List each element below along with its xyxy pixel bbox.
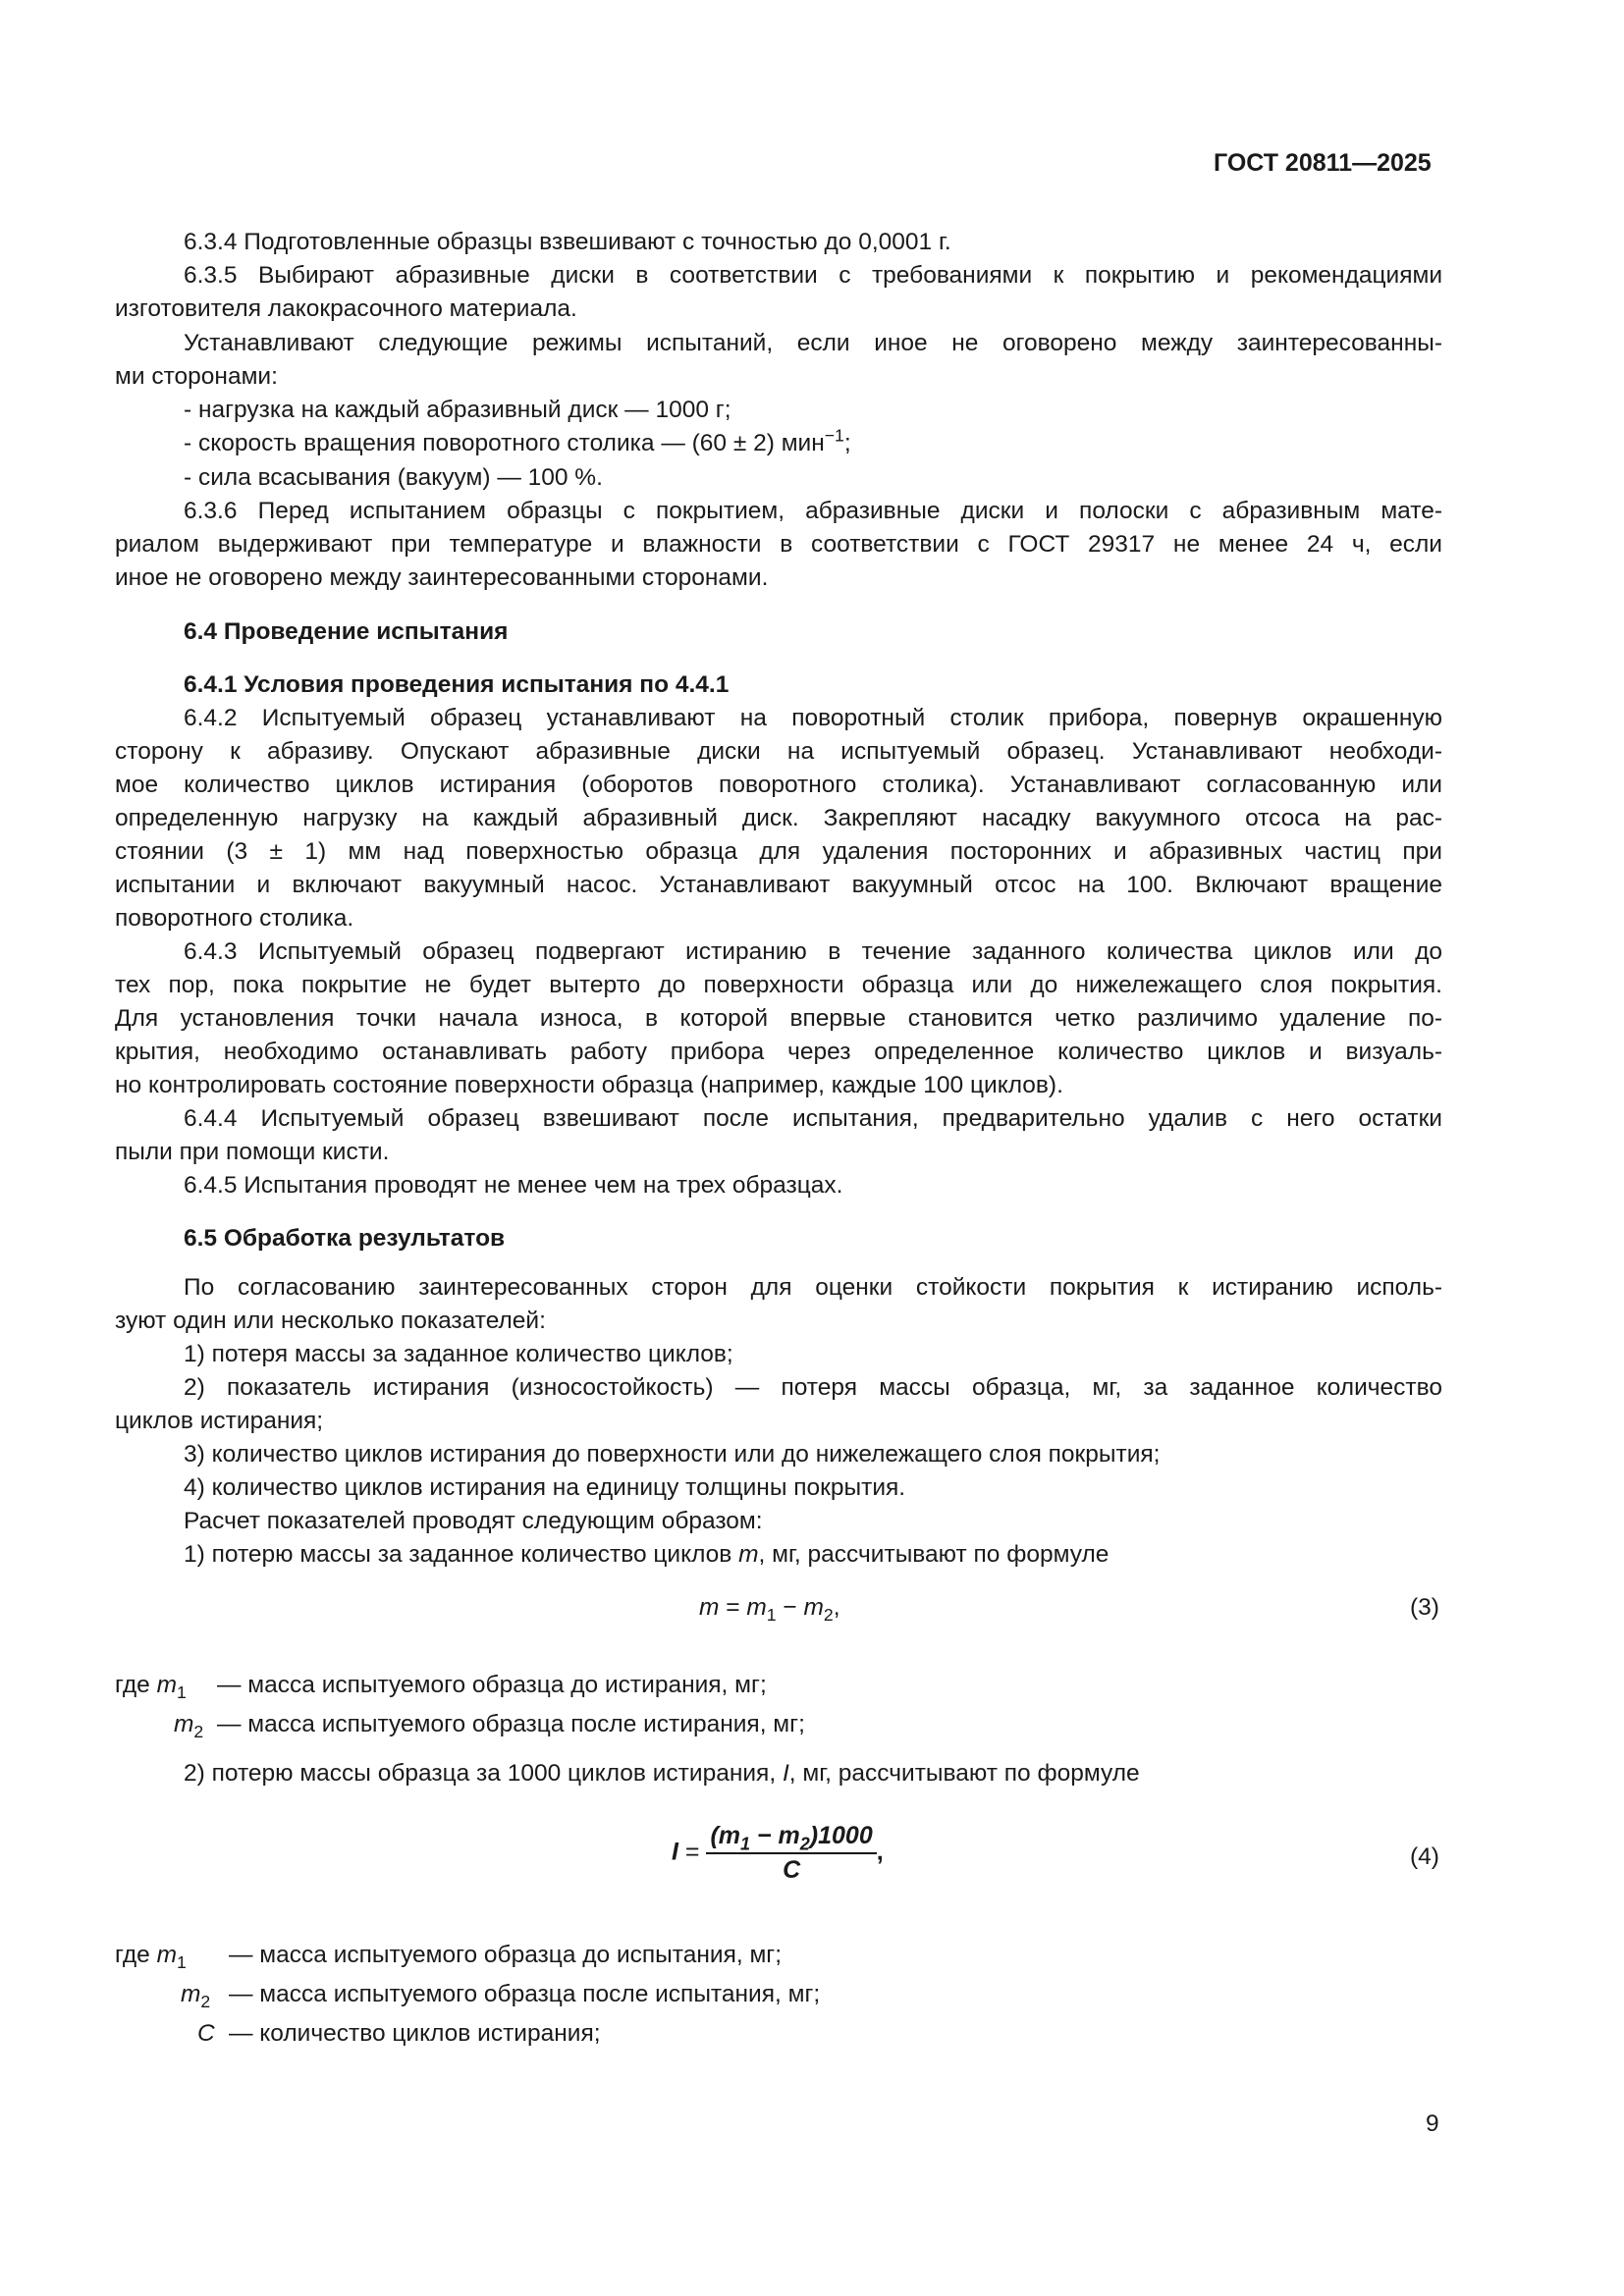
paragraph-line: поворотного столика. — [115, 905, 354, 932]
section-heading: 6.5 Обработка результатов — [184, 1225, 506, 1252]
paragraph-line: 6.4.3 Испытуемый образец подвергают истиранию в течение заданного количества циклов или до — [184, 938, 1442, 965]
formula-4: I = $\frac{(m_1 - m_2)1000}{C}$ , — [672, 1822, 884, 1884]
variable-definition: где $m_1$ — [115, 1672, 187, 1703]
paragraph-line: риалом выдерживают при температуре и влажности в соответствии с ГОСТ 29317 не менее 24 ч, если — [115, 531, 1442, 558]
paragraph-line: мое количество циклов истирания (оборотов поворотного столика). Устанавливают согласованную или — [115, 772, 1442, 798]
paragraph-line: стоянии (3 ± 1) мм над поверхностью образца для удаления посторонних и абразивных частиц при — [115, 838, 1442, 865]
list-item: 2) показатель истирания (износостойкость) — потеря массы образца, мг, за заданное количество — [184, 1374, 1442, 1401]
list-item: 1) потерю массы за заданное количество циклов m, мг, рассчитывают по формуле — [184, 1541, 1110, 1568]
page-number: 9 — [1426, 2110, 1439, 2137]
formula-number: (4) — [1410, 1843, 1439, 1870]
list-item: - нагрузка на каждый абразивный диск — 1000 г; — [184, 397, 731, 423]
paragraph-line: 6.4.2 Испытуемый образец устанавливают на поворотный столик прибора, повернув окрашенную — [184, 705, 1442, 731]
paragraph-line: 6.4.4 Испытуемый образец взвешивают после испытания, предварительно удалив с него остатки — [184, 1105, 1442, 1132]
paragraph-line: испытании и включают вакуумный насос. Устанавливают вакуумный отсос на 100. Включают вращение — [115, 872, 1442, 898]
formula-3: $m = m_1 - m_2$, — [699, 1594, 840, 1626]
document-code: ГОСТ 20811—2025 — [1214, 149, 1432, 177]
paragraph-line: 6.4.5 Испытания проводят не менее чем на трех образцах. — [184, 1172, 843, 1199]
paragraph-line: изготовителя лакокрасочного материала. — [115, 295, 577, 322]
section-heading: 6.4 Проведение испытания — [184, 618, 509, 645]
variable-definition: $m_2$ — [174, 1711, 204, 1742]
list-item: - сила всасывания (вакуум) — 100 %. — [184, 464, 603, 491]
variable-definition-text: — масса испытуемого образца после испытания, мг; — [229, 1981, 821, 2007]
paragraph-line: ми сторонами: — [115, 363, 278, 390]
list-item: - скорость вращения поворотного столика — (60 ± 2) мин$^{-1}$; — [184, 425, 851, 456]
paragraph-line: сторону к абразиву. Опускают абразивные диски на испытуемый образец. Устанавливают необходи- — [115, 738, 1442, 765]
paragraph-line: По согласованию заинтересованных сторон для оценки стойкости покрытия к истиранию исполь- — [184, 1274, 1442, 1301]
paragraph-line: иное не оговорено между заинтересованными сторонами. — [115, 564, 769, 591]
paragraph-line: Устанавливают следующие режимы испытаний, если иное не оговорено между заинтересованны- — [184, 330, 1442, 356]
paragraph-line: пыли при помощи кисти. — [115, 1139, 390, 1165]
variable-definition-text: — масса испытуемого образца до испытания, мг; — [229, 1942, 783, 1968]
list-item: 4) количество циклов истирания на единицу толщины покрытия. — [184, 1474, 906, 1501]
paragraph-line: но контролировать состояние поверхности образца (например, каждые 100 циклов). — [115, 1072, 1063, 1098]
variable-definition: C — [197, 2020, 215, 2047]
paragraph-line: Расчет показателей проводят следующим образом: — [184, 1508, 763, 1534]
formula-number: (3) — [1410, 1594, 1439, 1621]
paragraph-line: циклов истирания; — [115, 1408, 324, 1434]
variable-definition-text: — масса испытуемого образца после истирания, мг; — [217, 1711, 805, 1737]
list-item: 3) количество циклов истирания до поверхности или до нижележащего слоя покрытия; — [184, 1441, 1161, 1468]
paragraph-line: определенную нагрузку на каждый абразивный диск. Закрепляют насадку вакуумного отсоса на рас- — [115, 805, 1442, 831]
variable-definition: где $m_1$ — [115, 1942, 187, 1973]
subsection-heading: 6.4.1 Условия проведения испытания по 4.4.1 — [184, 671, 730, 698]
paragraph-line: крытия, необходимо останавливать работу прибора через определенное количество циклов и визуаль- — [115, 1039, 1442, 1065]
paragraph-line: 6.3.4 Подготовленные образцы взвешивают с точностью до 0,0001 г. — [184, 229, 951, 255]
paragraph-line: зуют один или несколько показателей: — [115, 1308, 546, 1334]
paragraph-line: 6.3.6 Перед испытанием образцы с покрытием, абразивные диски и полоски с абразивным мате- — [184, 498, 1442, 524]
variable-definition-text: — масса испытуемого образца до истирания, мг; — [217, 1672, 767, 1698]
paragraph-line: Для установления точки начала износа, в которой впервые становится четко различимо удаление по- — [115, 1005, 1442, 1032]
paragraph-line: 6.3.5 Выбирают абразивные диски в соответствии с требованиями к покрытию и рекомендациями — [184, 262, 1442, 289]
variable-definition: $m_2$ — [181, 1981, 211, 2012]
list-item: 2) потерю массы образца за 1000 циклов истирания, I, мг, рассчитывают по формуле — [184, 1760, 1140, 1787]
fraction: $\frac{(m_1 - m_2)1000}{C}$ — [706, 1822, 876, 1885]
paragraph-line: тех пор, пока покрытие не будет вытерто до поверхности образца или до нижележащего слоя покрытия. — [115, 972, 1442, 998]
list-item: 1) потеря массы за заданное количество циклов; — [184, 1341, 733, 1367]
variable-definition-text: — количество циклов истирания; — [229, 2020, 601, 2047]
